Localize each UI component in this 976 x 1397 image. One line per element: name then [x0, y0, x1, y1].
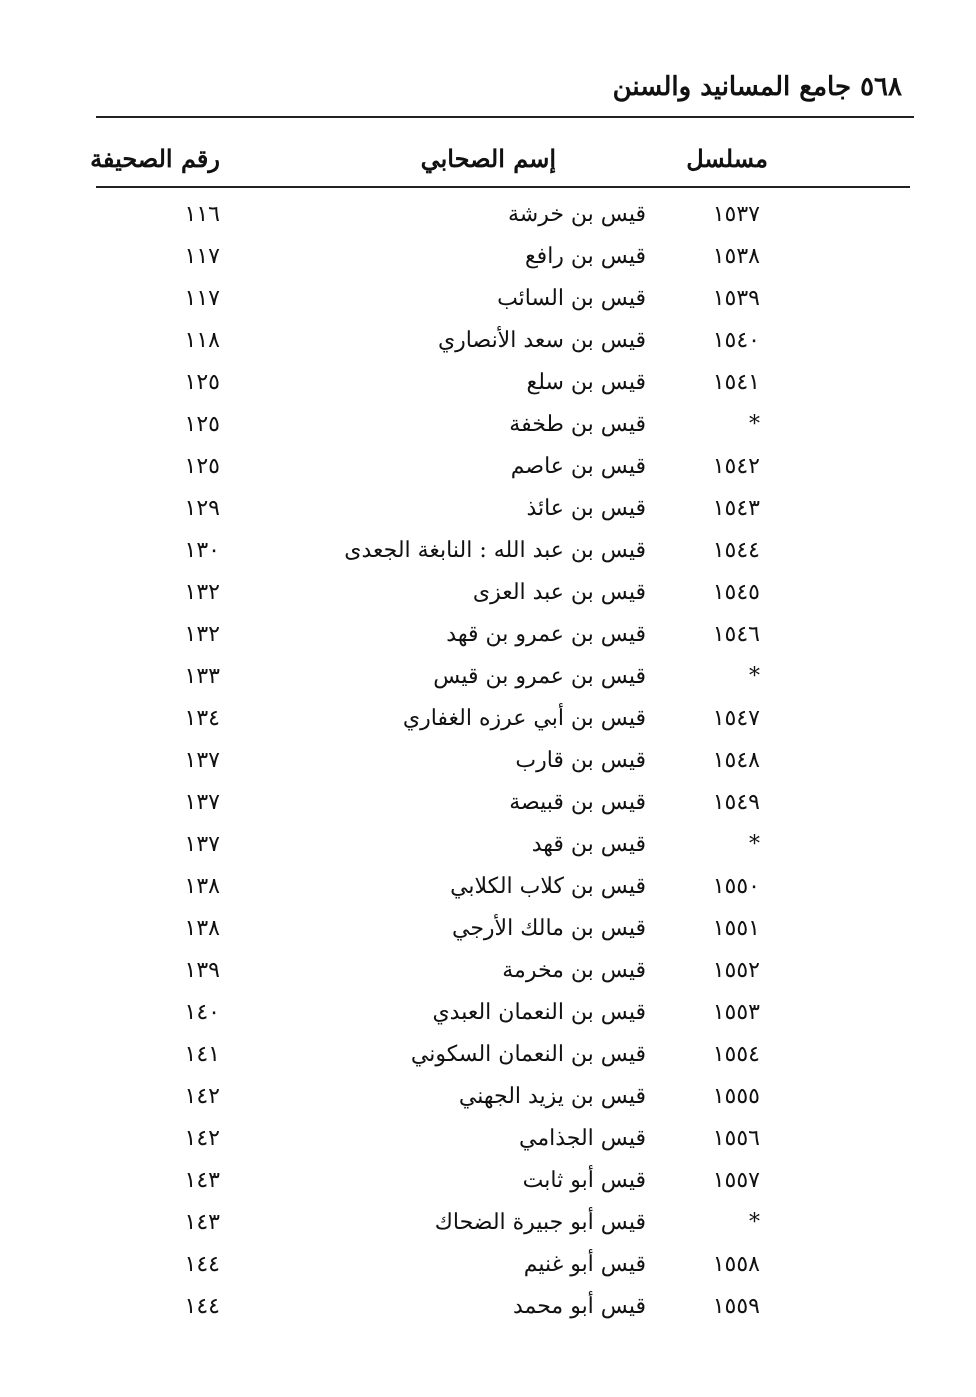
companion-name-cell: قيس بن مخرمة	[502, 958, 646, 983]
companion-name-cell: قيس بن عبد الله : النابغة الجعدى	[344, 538, 646, 563]
serial-cell: ١٥٣٩	[712, 286, 760, 311]
page-number-cell: ١٤٣	[184, 1210, 220, 1235]
table-row	[96, 744, 910, 786]
table-row	[96, 1206, 910, 1248]
table-row	[96, 786, 910, 828]
companion-name-cell: قيس بن عاصم	[510, 454, 646, 479]
serial-cell: ١٥٥٣	[712, 1000, 760, 1025]
table-row	[96, 366, 910, 408]
companion-name-cell: قيس أبو غنيم	[523, 1252, 646, 1277]
page-number-cell: ١٤٤	[184, 1294, 220, 1319]
serial-cell: ١٥٤٦	[712, 622, 760, 647]
page-number-cell: ١٢٥	[184, 412, 220, 437]
table-row	[96, 1038, 910, 1080]
table-row	[96, 1164, 910, 1206]
page-number-cell: ١٤٢	[184, 1084, 220, 1109]
page-number-cell: ١٣٣	[184, 664, 220, 689]
page-number-cell: ١٣٢	[184, 580, 220, 605]
page-number-cell: ١٤٣	[184, 1168, 220, 1193]
companion-name-cell: قيس بن عمرو بن قيس	[433, 664, 646, 689]
table-row	[96, 534, 910, 576]
serial-cell: ١٥٥٨	[712, 1252, 760, 1277]
page-number-cell: ١٤٢	[184, 1126, 220, 1151]
companion-name-cell: قيس بن عمرو بن قهد	[446, 622, 646, 647]
page-number-cell: ١٣٧	[184, 748, 220, 773]
table-row	[96, 240, 910, 282]
companion-name-cell: قيس بن السائب	[497, 286, 646, 311]
page-number-cell: ١٢٥	[184, 454, 220, 479]
companion-name-cell: قيس بن مالك الأرجي	[451, 916, 646, 941]
table-row	[96, 1290, 910, 1332]
companion-name-cell: قيس بن أبي عرزه الغفاري	[402, 706, 646, 731]
page-number-cell: ١٤٠	[184, 1000, 220, 1025]
table-row	[96, 702, 910, 744]
companion-name-cell: قيس بن قبيصة	[509, 790, 646, 815]
table-row	[96, 912, 910, 954]
serial-cell: ١٥٤٣	[712, 496, 760, 521]
serial-cell: ١٥٥٩	[712, 1294, 760, 1319]
serial-cell: *	[749, 664, 760, 689]
companion-name-cell: قيس بن قهد	[531, 832, 646, 857]
page-number-cell: ١٣٨	[184, 874, 220, 899]
companion-name-cell: قيس بن خرشة	[507, 202, 646, 227]
page-number-cell: ١٣٤	[184, 706, 220, 731]
companion-name-cell: قيس بن سلع	[526, 370, 646, 395]
companion-name-cell: قيس أبو جبيرة الضحاك	[434, 1210, 646, 1235]
page-number-cell: ١٣٨	[184, 916, 220, 941]
companion-name-cell: قيس الجذامي	[519, 1126, 646, 1151]
serial-cell: ١٥٥٢	[712, 958, 760, 983]
serial-cell: ١٥٤٨	[712, 748, 760, 773]
serial-cell: ١٥٥٥	[712, 1084, 760, 1109]
table-row	[96, 492, 910, 534]
companion-name-cell: قيس بن رافع	[524, 244, 646, 269]
page-number-cell: ١٢٥	[184, 370, 220, 395]
companion-name-cell: قيس بن طخفة	[509, 412, 646, 437]
companion-name-cell: قيس بن عبد العزى	[472, 580, 646, 605]
page-number-cell: ١٣٧	[184, 790, 220, 815]
column-header-page-number: رقم الصحيفة	[90, 144, 220, 173]
table-row	[96, 870, 910, 912]
table-row	[96, 954, 910, 996]
companion-name-cell: قيس بن النعمان السكوني	[410, 1042, 646, 1067]
serial-cell: ١٥٤٧	[712, 706, 760, 731]
serial-cell: ١٥٤١	[712, 370, 760, 395]
companion-name-cell: قيس بن عائذ	[526, 496, 646, 521]
page-number-cell: ١١٨	[184, 328, 220, 353]
column-headers	[90, 140, 910, 188]
table-row	[96, 324, 910, 366]
serial-cell: ١٥٣٧	[712, 202, 760, 227]
page-header	[96, 70, 914, 118]
column-header-serial: مسلسل	[686, 144, 768, 173]
companion-name-cell: قيس أبو محمد	[512, 1294, 646, 1319]
page-number-cell: ١١٧	[184, 244, 220, 269]
companion-name-cell: قيس بن قارب	[515, 748, 646, 773]
serial-cell: ١٥٣٨	[712, 244, 760, 269]
companion-name-cell: قيس بن النعمان العبدي	[432, 1000, 646, 1025]
table-row	[96, 996, 910, 1038]
table-row	[96, 1248, 910, 1290]
column-header-companion-name: إسم الصحابي	[420, 144, 556, 173]
serial-cell: ١٥٥٠	[712, 874, 760, 899]
page-number-cell: ١٣٩	[184, 958, 220, 983]
serial-cell: ١٥٥٧	[712, 1168, 760, 1193]
page-number-cell: ١٢٩	[184, 496, 220, 521]
table-row	[96, 408, 910, 450]
table-row	[96, 198, 910, 240]
serial-cell: *	[749, 1210, 760, 1235]
serial-cell: *	[749, 412, 760, 437]
serial-cell: ١٥٤٩	[712, 790, 760, 815]
serial-cell: ١٥٥٤	[712, 1042, 760, 1067]
serial-cell: ١٥٤٢	[712, 454, 760, 479]
serial-cell: ١٥٤٥	[712, 580, 760, 605]
page-number-cell: ١٤١	[184, 1042, 220, 1067]
page-number-cell: ١١٧	[184, 286, 220, 311]
running-title: ٥٦٨ جامع المسانيد والسنن	[612, 72, 902, 102]
page-number-cell: ١٣٠	[184, 538, 220, 563]
table-row	[96, 828, 910, 870]
table-row	[96, 576, 910, 618]
table-row	[96, 660, 910, 702]
table-row	[96, 1080, 910, 1122]
table-row	[96, 618, 910, 660]
serial-cell: ١٥٥١	[712, 916, 760, 941]
serial-cell: *	[749, 832, 760, 857]
table-row	[96, 1122, 910, 1164]
index-table	[96, 198, 910, 1332]
table-row	[96, 282, 910, 324]
page-number-cell: ١٤٤	[184, 1252, 220, 1277]
page-number-cell: ١٣٢	[184, 622, 220, 647]
serial-cell: ١٥٥٦	[712, 1126, 760, 1151]
table-row	[96, 450, 910, 492]
companion-name-cell: قيس بن كلاب الكلابي	[450, 874, 646, 899]
serial-cell: ١٥٤٠	[712, 328, 760, 353]
companion-name-cell: قيس أبو ثابت	[522, 1168, 646, 1193]
serial-cell: ١٥٤٤	[712, 538, 760, 563]
page-number-cell: ١١٦	[184, 202, 220, 227]
companion-name-cell: قيس بن سعد الأنصاري	[437, 328, 646, 353]
companion-name-cell: قيس بن يزيد الجهني	[458, 1084, 646, 1109]
page-number-cell: ١٣٧	[184, 832, 220, 857]
